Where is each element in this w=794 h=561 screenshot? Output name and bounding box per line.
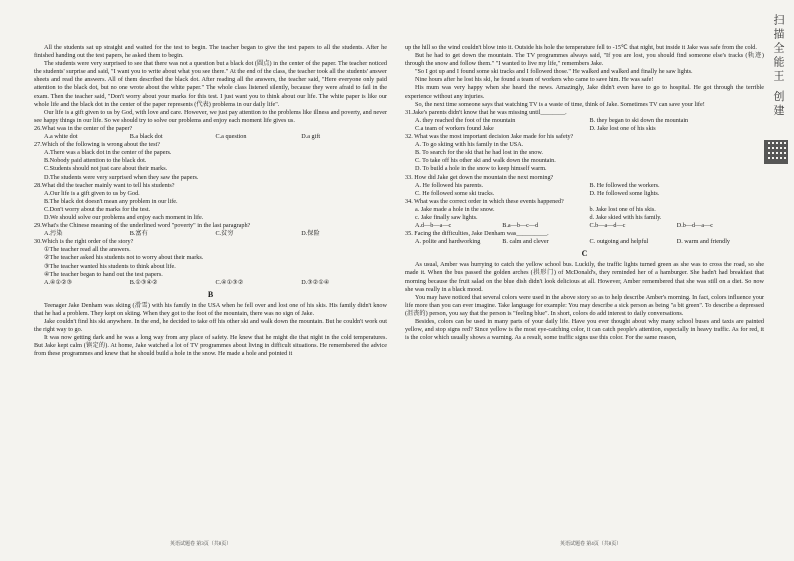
answer-option: A.Our life is a gift given to us by God.	[44, 189, 140, 197]
answer-option: D.We should solve our problems and enjoy each moment in life.	[44, 213, 204, 221]
question-stem: 27.Which of the following is wrong about the test?	[34, 141, 160, 149]
passage-b-continued	[405, 44, 764, 109]
answer-option: A.a white dot	[44, 133, 78, 141]
paragraph: "So I got up and I found some ski tracks and I followed those." He walked and walked and finally he saw lights.	[415, 68, 693, 76]
question-stem: 32. What was the most important decision Jake made for his safety?	[405, 133, 574, 141]
answer-options	[405, 182, 764, 198]
answer-option: D.b—d—a—c	[676, 222, 714, 230]
answer-options	[405, 222, 764, 230]
passage-a	[34, 44, 387, 125]
answer-option: D. He followed some lights.	[589, 189, 660, 197]
answer-option: B.富有	[129, 230, 148, 238]
paragraph: Teenager Jake Denham was skiing (滑雪) with his family in the USA when he fell over and lost one of his skis. His family didn't know that he had a problem. They kept on skiing. When they got to the foot of the mountain, there was no sign of Jake.	[34, 301, 387, 317]
answer-option: d. Jake skied with his family.	[589, 213, 662, 221]
answer-option: B. they began to ski down the mountain	[589, 116, 689, 124]
paragraph: All the students sat up straight and waited for the test to begin. The teacher began to give the test papers to all the students. After he finished handing out the test papers, he asked them to begin.	[34, 44, 387, 60]
question-stem: 35. Facing the difficulties, Jake Denham was__________.	[405, 230, 549, 238]
answer-option: A. To go skiing with his family in the USA.	[415, 141, 524, 149]
answer-option: C. outgoing and helpful	[589, 238, 649, 246]
answer-option: B.a—b—c—d	[502, 222, 539, 230]
qr-code-icon	[764, 140, 788, 164]
paragraph: As usual, Amber was hurrying to catch the yellow school bus. Luckily, the traffic lights turned green as she was to cross the road, so she made it. When the bus passed the golden arches (拱形门) of McDonald's, they reminded her of a hamburger. She hadn't had breakfast that morning because the fruit salad on the blue dish didn't look delicious at all. However, Amber remembered that she was still on a diet. So now she was really in a black mood.	[405, 261, 764, 293]
answer-option: ②The teacher asked his students not to worry about their marks.	[44, 254, 204, 262]
answer-option: C.④①③②	[215, 278, 244, 286]
answer-option: C. To take off his other ski and walk down the mountain.	[415, 157, 556, 165]
answer-options	[405, 117, 764, 133]
questions-a	[34, 125, 387, 287]
answer-option: B. To search for the ski that he had lost in the snow.	[415, 149, 543, 157]
answer-option: B.The black dot doesn't mean any problem in our life.	[44, 197, 178, 205]
answer-option: B.Nobody paid attention to the black dot.	[44, 157, 147, 165]
answer-option: A.There was a black dot in the center of the papers.	[44, 149, 172, 157]
scanner-watermark: 扫描全能王 创建	[772, 14, 785, 119]
paragraph: The students were very surprised to see that there was not a question but a black dot (圆点) in the center of the paper. The teacher noticed the students' surprise and said, "I want you to write about what you see there." At the end of the class, the teacher took all the students' answer sheets and read the answers. All of them described the black dot. After reading all the answers, the teacher said, "Here everyone only paid attention to the black dot, but no one wrote about the white paper." The whole class listened silently, because they were afraid to fail in the exam. Then the teacher said, "Don't worry about your marks for this test. I just want you to think about our life. The white paper is like our whole life and the black dot in the center of the paper represents (代表) problems in our daily life".	[34, 60, 387, 108]
paragraph: up the hill so the wind couldn't blow into it. Outside his hole the temperature fell to -15℃ that night, but inside it Jake was safe from the cold.	[405, 44, 757, 51]
paragraph: His mum was very happy when she heard the news. Amazingly, Jake didn't even have to go to hospital. He got through the terrible experience without any injuries.	[405, 84, 764, 100]
answer-option: C.a question	[215, 133, 247, 141]
answer-option: C.Don't worry about the marks for the test.	[44, 205, 151, 213]
answer-option: C. He followed some ski tracks.	[415, 189, 495, 197]
answer-options	[34, 190, 387, 222]
answer-options	[405, 141, 764, 173]
answer-option: D. warm and friendly	[676, 238, 731, 246]
answer-option: a. Jake made a hole in the snow.	[415, 205, 495, 213]
answer-option: b. Jake lost one of his skis.	[589, 205, 656, 213]
answer-option: D.保险	[301, 230, 320, 238]
answer-options	[34, 149, 387, 181]
answer-option: ①The teacher read all the answers.	[44, 246, 131, 254]
passage-c	[405, 261, 764, 342]
answer-option: c. Jake finally saw lights.	[415, 213, 478, 221]
answer-options	[34, 246, 387, 278]
answer-option: D.The students were very surprised when they saw the papers.	[44, 173, 199, 181]
section-c-title: C	[581, 249, 588, 259]
answer-option: ③The teacher wanted his students to think about life.	[44, 262, 176, 270]
answer-option: A. He followed his parents.	[415, 181, 484, 189]
answer-option: C.b—a—d—c	[589, 222, 626, 230]
question-stem: 33. How did Jake get down the mountain the next morning?	[405, 173, 554, 181]
answer-option: B. He followed the workers.	[589, 181, 660, 189]
questions-b	[405, 109, 764, 247]
answer-option: A.④①②③	[44, 278, 73, 286]
answer-option: D. To build a hole in the snow to keep himself warm.	[415, 165, 547, 173]
answer-options	[34, 230, 387, 238]
answer-option: B. calm and clever	[502, 238, 549, 246]
answer-options	[405, 206, 764, 222]
paragraph: Jake couldn't find his ski anywhere. In the end, he decided to take off his other ski and walk down the mountain. But he couldn't work out the right way to go.	[34, 318, 387, 334]
question-stem: 31.Jake's parents didn't know that he was missing until________.	[405, 108, 567, 116]
answer-options	[405, 238, 764, 246]
passage-b	[34, 302, 387, 359]
answer-option: D. Jake lost one of his skis	[589, 124, 656, 132]
paragraph: Our life is a gift given to us by God, with love and care. However, we just pay attention to the problems like illness and poverty, and never see happy things in our life. So we should try to solve our problems and enjoy each moment life gives us.	[34, 108, 387, 124]
answer-option: A.污染	[44, 230, 63, 238]
answer-option: C.a team of workers found Jake	[415, 124, 494, 132]
page-footer-right: 英语试题卷 第4页（共8页）	[560, 542, 622, 547]
answer-option: A. they reached the foot of the mountain	[415, 116, 516, 124]
paragraph: But he had to get down the mountain. The TV programmes always said, "If you are lost, you should find someone else's tracks (轨迹) through the snow and follow them." "I wanted to live my life," remembers Jake.	[405, 52, 764, 68]
answer-option: C.Students should not just care about their marks.	[44, 165, 168, 173]
answer-option: A.d—b—a—c	[415, 222, 452, 230]
answer-option: D.a gift	[301, 133, 321, 141]
paragraph: Besides, colors can be used in many parts of your daily life. Have you ever thought about why many school buses and taxis are painted yellow, and stop signs red? Since yellow is the most eye-catching color, it can catch people's attention, especially in heavy traffic. As for red, it is the color which usually shows a warning. As a result, some traffic signs use this color. For the same reason,	[405, 318, 764, 342]
section-b-title: B	[207, 289, 214, 299]
paragraph: Nine hours after he lost his ski, he found a team of workers who came to save him. He was safe!	[415, 76, 654, 84]
paragraph: So, the next time someone says that watching TV is a waste of time, think of Jake. Sometimes TV can save your life!	[415, 100, 705, 108]
answer-option: A. polite and hardworking	[415, 238, 481, 246]
question-stem: 34. What was the correct order in which these events happened?	[405, 197, 564, 205]
answer-option: ④The teacher began to hand out the test papers.	[44, 270, 163, 278]
page-footer-left: 英语试题卷 第3页（共8页）	[170, 542, 232, 547]
paragraph: You may have noticed that several colors were used in the above story so as to help describe Amber's morning. In fact, colors influence your life more than you can ever imagine. Take language for example: You may describe a sick person as being "a bit green". To describe a depressed (沮丧的) person, you say that the person is "feeling blue". In short, colors do add interest to daily conversations.	[405, 293, 764, 317]
question-stem: 26.What was in the center of the paper?	[34, 124, 133, 132]
answer-option: C.贫穷	[215, 230, 234, 238]
question-stem: 30.Which is the right order of the story?	[34, 238, 134, 246]
answer-option: B.①③④②	[129, 278, 158, 286]
answer-options	[34, 279, 387, 287]
answer-option: D.③②①④	[301, 278, 330, 286]
question-stem: 29.What's the Chinese meaning of the underlined word "poverty" in the last paragraph?	[34, 222, 251, 230]
right-page	[397, 0, 794, 561]
question-stem: 28.What did the teacher mainly want to tell his students?	[34, 181, 175, 189]
answer-options	[34, 133, 387, 141]
paragraph: It was now getting dark and he was a long way from any place of safety. He knew that he might die that night in the cold temperatures. But Jake kept calm (镇定的). At home, Jake watched a lot of TV programmes about living in difficult situations. He remembered the advice from these programmes and knew that he should build a hole in the snow. He made a hole and pointed it	[34, 334, 387, 358]
answer-option: B.a black dot	[129, 133, 163, 141]
